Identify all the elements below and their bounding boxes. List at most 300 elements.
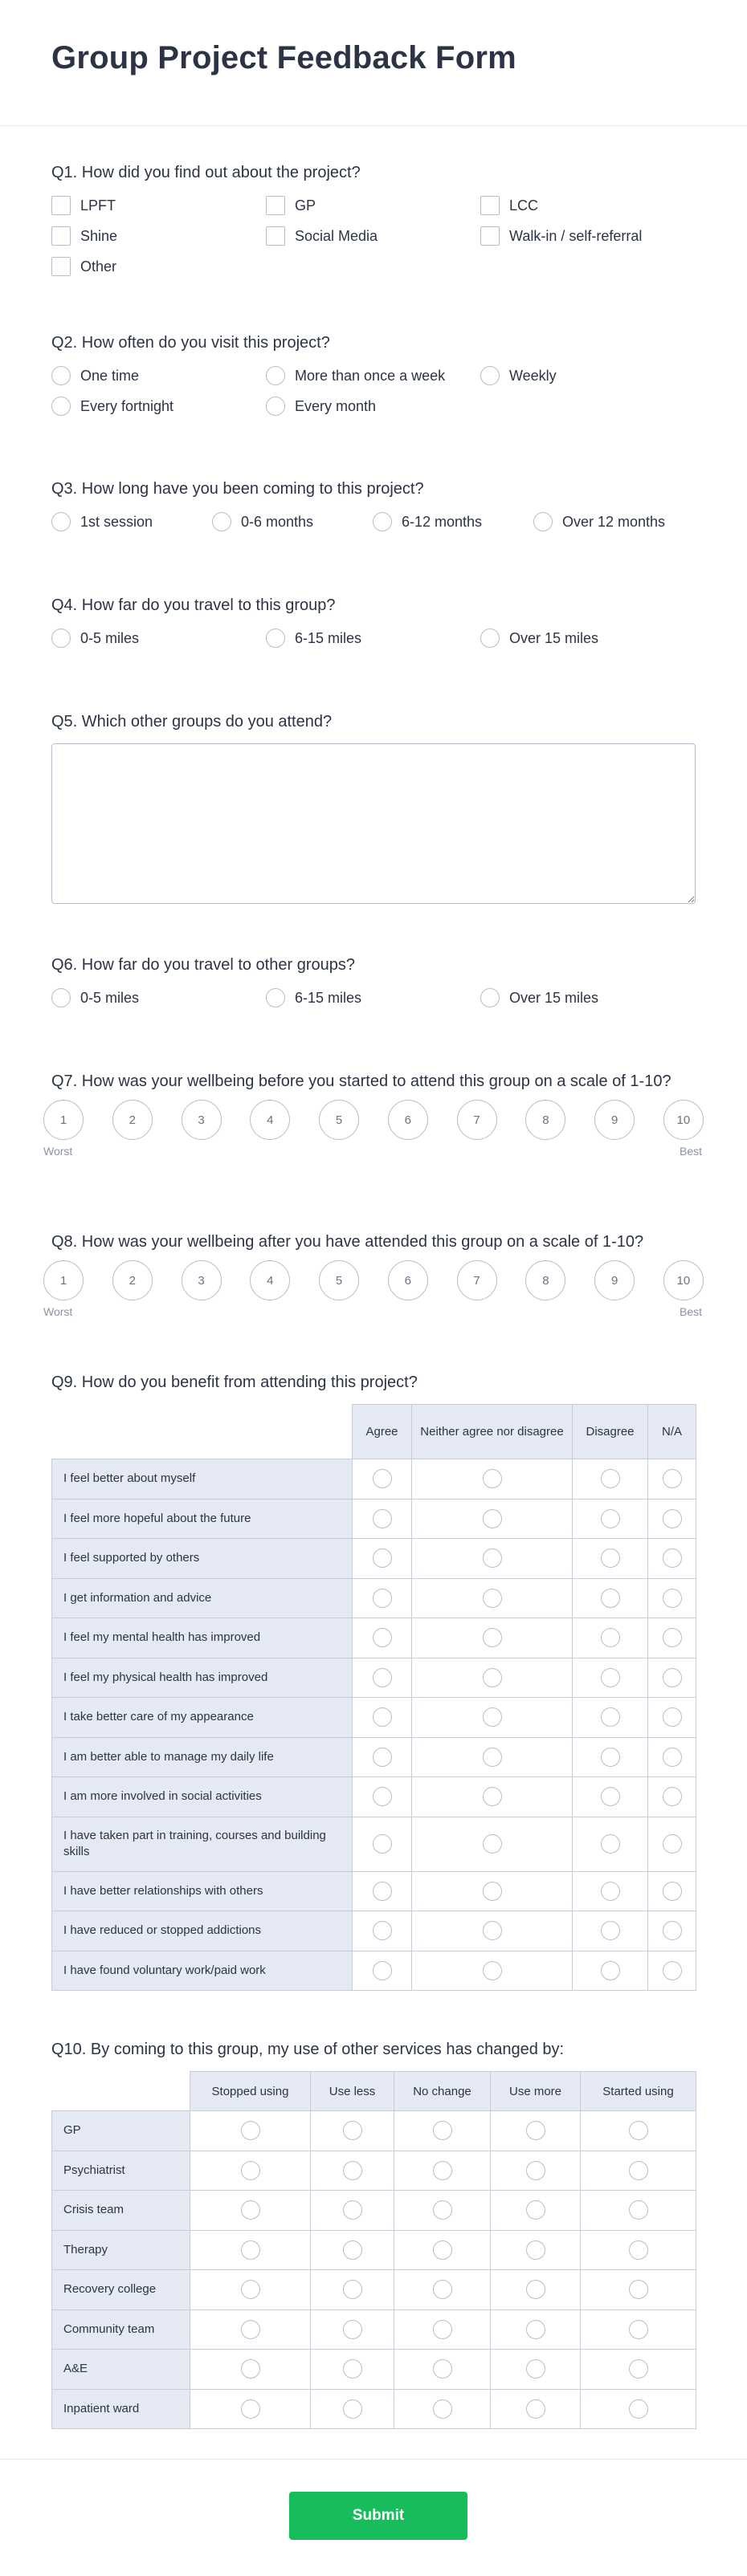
- checkbox[interactable]: [266, 226, 285, 246]
- matrix-cell[interactable]: [491, 2151, 581, 2191]
- rating-button[interactable]: 8: [525, 1260, 565, 1300]
- matrix-radio[interactable]: [343, 2161, 362, 2180]
- matrix-cell[interactable]: [394, 2270, 491, 2310]
- rating-button[interactable]: 1: [43, 1260, 84, 1300]
- rating-button[interactable]: 5: [319, 1100, 359, 1140]
- matrix-radio[interactable]: [483, 1668, 502, 1687]
- matrix-cell[interactable]: [648, 1499, 696, 1539]
- matrix-radio[interactable]: [241, 2200, 260, 2220]
- matrix-cell[interactable]: [190, 2350, 311, 2390]
- radio-button[interactable]: [212, 512, 231, 531]
- matrix-cell[interactable]: [311, 2270, 394, 2310]
- matrix-cell[interactable]: [412, 1817, 573, 1871]
- matrix-radio[interactable]: [663, 1589, 682, 1608]
- matrix-radio[interactable]: [433, 2320, 452, 2339]
- matrix-cell[interactable]: [412, 1871, 573, 1911]
- matrix-cell[interactable]: [581, 2230, 696, 2270]
- matrix-row-label: I feel my mental health has improved: [52, 1618, 353, 1658]
- matrix-row: [52, 1698, 696, 1738]
- matrix-radio[interactable]: [526, 2280, 545, 2299]
- matrix-radio[interactable]: [483, 1834, 502, 1854]
- matrix-cell[interactable]: [412, 1698, 573, 1738]
- matrix-cell[interactable]: [573, 1578, 648, 1618]
- matrix-cell[interactable]: [648, 1911, 696, 1951]
- matrix-radio[interactable]: [663, 1921, 682, 1940]
- matrix-radio[interactable]: [526, 2240, 545, 2260]
- matrix-radio[interactable]: [433, 2240, 452, 2260]
- matrix-radio[interactable]: [663, 1469, 682, 1488]
- matrix-row: [52, 1618, 696, 1658]
- matrix-cell[interactable]: [190, 2389, 311, 2429]
- matrix-column-header: No change: [394, 2072, 491, 2111]
- matrix-cell[interactable]: [573, 1698, 648, 1738]
- radio-button[interactable]: [51, 988, 71, 1007]
- rating-button[interactable]: 3: [182, 1260, 222, 1300]
- rating-button[interactable]: 9: [594, 1100, 635, 1140]
- matrix-radio[interactable]: [373, 1509, 392, 1528]
- matrix-radio[interactable]: [629, 2320, 648, 2339]
- checkbox[interactable]: [51, 257, 71, 276]
- matrix-radio[interactable]: [373, 1469, 392, 1488]
- question-label: Q10. By coming to this group, my use of other services has changed by:: [51, 2041, 565, 2058]
- matrix-cell[interactable]: [353, 1951, 412, 1991]
- radio-button[interactable]: [480, 629, 500, 648]
- matrix-cell[interactable]: [412, 1578, 573, 1618]
- rating-button[interactable]: 1: [43, 1100, 84, 1140]
- matrix-row-label: GP: [52, 2111, 190, 2151]
- matrix-radio[interactable]: [601, 1961, 620, 1980]
- radio-button[interactable]: [51, 629, 71, 648]
- rating-button[interactable]: 7: [457, 1100, 497, 1140]
- matrix-cell[interactable]: [394, 2389, 491, 2429]
- matrix-corner: [52, 1405, 353, 1459]
- matrix-cell[interactable]: [573, 1817, 648, 1871]
- matrix-row-label: I have reduced or stopped addictions: [52, 1911, 353, 1951]
- matrix-cell[interactable]: [573, 1911, 648, 1951]
- matrix-cell[interactable]: [190, 2230, 311, 2270]
- matrix-cell[interactable]: [190, 2151, 311, 2191]
- rating-button[interactable]: 3: [182, 1100, 222, 1140]
- matrix-radio[interactable]: [241, 2161, 260, 2180]
- checkbox[interactable]: [51, 196, 71, 215]
- matrix-cell[interactable]: [190, 2191, 311, 2231]
- matrix-radio[interactable]: [241, 2121, 260, 2140]
- matrix-cell[interactable]: [353, 1459, 412, 1500]
- matrix-radio[interactable]: [433, 2280, 452, 2299]
- radio-option[interactable]: Over 15 miles: [480, 627, 696, 649]
- options-q6: [51, 987, 696, 1009]
- checkbox-option[interactable]: GP: [266, 194, 480, 217]
- matrix-cell[interactable]: [394, 2230, 491, 2270]
- matrix-cell[interactable]: [394, 2111, 491, 2151]
- question-q9: [51, 1372, 696, 1991]
- matrix-cell[interactable]: [491, 2389, 581, 2429]
- matrix-radio[interactable]: [483, 1707, 502, 1727]
- scale-ends: [43, 1305, 702, 1318]
- matrix-cell[interactable]: [648, 1951, 696, 1991]
- checkbox[interactable]: [480, 196, 500, 215]
- matrix-radio[interactable]: [483, 1628, 502, 1647]
- matrix-cell[interactable]: [648, 1737, 696, 1777]
- matrix-cell[interactable]: [353, 1658, 412, 1698]
- matrix-radio[interactable]: [601, 1589, 620, 1608]
- matrix-radio[interactable]: [601, 1882, 620, 1901]
- matrix-radio[interactable]: [629, 2161, 648, 2180]
- rating-button[interactable]: 4: [250, 1100, 290, 1140]
- rating-button[interactable]: 9: [594, 1260, 635, 1300]
- options-q2: [51, 364, 696, 417]
- matrix-row-label: I am better able to manage my daily life: [52, 1737, 353, 1777]
- matrix-cell[interactable]: [353, 1777, 412, 1817]
- matrix-radio[interactable]: [629, 2280, 648, 2299]
- radio-button[interactable]: [533, 512, 553, 531]
- matrix-cell[interactable]: [353, 1871, 412, 1911]
- matrix-radio[interactable]: [373, 1707, 392, 1727]
- matrix-radio[interactable]: [601, 1668, 620, 1687]
- matrix-row-label: Therapy: [52, 2230, 190, 2270]
- matrix-cell[interactable]: [412, 1618, 573, 1658]
- checkbox-option[interactable]: Shine: [51, 225, 266, 247]
- matrix-cell[interactable]: [353, 1817, 412, 1871]
- other-groups-textarea[interactable]: [51, 743, 696, 904]
- checkbox-option[interactable]: LPFT: [51, 194, 266, 217]
- radio-option[interactable]: 6-15 miles: [266, 987, 480, 1009]
- matrix-q9: [51, 1404, 696, 1991]
- matrix-cell[interactable]: [190, 2270, 311, 2310]
- radio-option[interactable]: More than once a week: [266, 364, 480, 387]
- matrix-radio[interactable]: [629, 2399, 648, 2419]
- rating-button[interactable]: 6: [388, 1260, 428, 1300]
- matrix-cell[interactable]: [394, 2151, 491, 2191]
- matrix-row: [52, 1951, 696, 1991]
- rating-button[interactable]: 6: [388, 1100, 428, 1140]
- matrix-radio[interactable]: [601, 1748, 620, 1767]
- radio-option[interactable]: 0-6 months: [212, 511, 373, 533]
- question-q4: [51, 595, 696, 649]
- matrix-column-header: Started using: [581, 2072, 696, 2111]
- radio-button[interactable]: [51, 512, 71, 531]
- matrix-radio[interactable]: [241, 2320, 260, 2339]
- matrix-cell[interactable]: [648, 1871, 696, 1911]
- matrix-cell[interactable]: [581, 2270, 696, 2310]
- matrix-cell[interactable]: [311, 2350, 394, 2390]
- matrix-cell[interactable]: [581, 2350, 696, 2390]
- matrix-radio[interactable]: [343, 2399, 362, 2419]
- rating-button[interactable]: 10: [663, 1260, 704, 1300]
- matrix-radio[interactable]: [433, 2200, 452, 2220]
- matrix-radio[interactable]: [601, 1469, 620, 1488]
- matrix-radio[interactable]: [663, 1748, 682, 1767]
- matrix-cell[interactable]: [648, 1618, 696, 1658]
- matrix-row: [52, 1578, 696, 1618]
- matrix-cell[interactable]: [581, 2389, 696, 2429]
- matrix-radio[interactable]: [663, 1509, 682, 1528]
- matrix-cell[interactable]: [412, 1737, 573, 1777]
- matrix-radio[interactable]: [343, 2320, 362, 2339]
- matrix-radio[interactable]: [663, 1628, 682, 1647]
- matrix-radio[interactable]: [483, 1882, 502, 1901]
- rating-button[interactable]: 2: [112, 1100, 153, 1140]
- radio-option[interactable]: One time: [51, 364, 266, 387]
- matrix-radio[interactable]: [601, 1834, 620, 1854]
- matrix-radio[interactable]: [526, 2320, 545, 2339]
- matrix-cell[interactable]: [412, 1911, 573, 1951]
- matrix-radio[interactable]: [663, 1834, 682, 1854]
- matrix-radio[interactable]: [629, 2200, 648, 2220]
- matrix-cell[interactable]: [412, 1951, 573, 1991]
- matrix-radio[interactable]: [601, 1921, 620, 1940]
- rating-button[interactable]: 8: [525, 1100, 565, 1140]
- radio-option[interactable]: 0-5 miles: [51, 627, 266, 649]
- matrix-radio[interactable]: [526, 2161, 545, 2180]
- matrix-cell[interactable]: [648, 1459, 696, 1500]
- matrix-cell[interactable]: [581, 2111, 696, 2151]
- checkbox[interactable]: [266, 196, 285, 215]
- matrix-radio[interactable]: [483, 1748, 502, 1767]
- matrix-cell[interactable]: [573, 1459, 648, 1500]
- checkbox[interactable]: [480, 226, 500, 246]
- matrix-cell[interactable]: [353, 1698, 412, 1738]
- matrix-row-label: I feel better about myself: [52, 1459, 353, 1500]
- matrix-row-label: I feel more hopeful about the future: [52, 1499, 353, 1539]
- matrix-cell[interactable]: [353, 1539, 412, 1579]
- matrix-radio[interactable]: [526, 2200, 545, 2220]
- matrix-cell[interactable]: [491, 2191, 581, 2231]
- matrix-column-header: Disagree: [573, 1405, 648, 1459]
- radio-button[interactable]: [480, 988, 500, 1007]
- matrix-radio[interactable]: [663, 1548, 682, 1568]
- matrix-cell[interactable]: [353, 1737, 412, 1777]
- matrix-radio[interactable]: [526, 2359, 545, 2379]
- matrix-cell[interactable]: [311, 2151, 394, 2191]
- matrix-radio[interactable]: [629, 2121, 648, 2140]
- matrix-radio[interactable]: [526, 2121, 545, 2140]
- form-footer: [0, 2459, 747, 2576]
- matrix-radio[interactable]: [433, 2161, 452, 2180]
- matrix-radio[interactable]: [373, 1787, 392, 1806]
- matrix-row-label: Inpatient ward: [52, 2389, 190, 2429]
- matrix-cell[interactable]: [581, 2151, 696, 2191]
- matrix-radio[interactable]: [483, 1469, 502, 1488]
- matrix-row-label: Crisis team: [52, 2191, 190, 2231]
- matrix-radio[interactable]: [601, 1628, 620, 1647]
- matrix-cell[interactable]: [311, 2230, 394, 2270]
- radio-button[interactable]: [51, 366, 71, 385]
- matrix-cell[interactable]: [412, 1539, 573, 1579]
- question-label: Q7. How was your wellbeing before you started to attend this group on a scale of 1-10?: [51, 1072, 671, 1090]
- matrix-radio[interactable]: [483, 1921, 502, 1940]
- matrix-radio[interactable]: [343, 2121, 362, 2140]
- matrix-corner: [52, 2072, 190, 2111]
- matrix-cell[interactable]: [311, 2191, 394, 2231]
- radio-option[interactable]: Every fortnight: [51, 395, 266, 417]
- matrix-radio[interactable]: [433, 2121, 452, 2140]
- matrix-cell[interactable]: [190, 2309, 311, 2350]
- matrix-q10: [51, 2071, 696, 2429]
- matrix-radio[interactable]: [483, 1787, 502, 1806]
- matrix-row-label: I have found voluntary work/paid work: [52, 1951, 353, 1991]
- radio-button[interactable]: [266, 629, 285, 648]
- matrix-radio[interactable]: [373, 1882, 392, 1901]
- matrix-cell[interactable]: [394, 2309, 491, 2350]
- radio-button[interactable]: [480, 366, 500, 385]
- radio-button[interactable]: [266, 988, 285, 1007]
- radio-button[interactable]: [266, 397, 285, 416]
- matrix-cell[interactable]: [491, 2111, 581, 2151]
- matrix-cell[interactable]: [648, 1578, 696, 1618]
- matrix-cell[interactable]: [573, 1777, 648, 1817]
- matrix-cell[interactable]: [573, 1951, 648, 1991]
- matrix-radio[interactable]: [433, 2399, 452, 2419]
- matrix-cell[interactable]: [353, 1618, 412, 1658]
- radio-option[interactable]: Weekly: [480, 364, 696, 387]
- matrix-row: [52, 2270, 696, 2310]
- matrix-radio[interactable]: [241, 2399, 260, 2419]
- matrix-cell[interactable]: [412, 1459, 573, 1500]
- checkbox-option[interactable]: Walk-in / self-referral: [480, 225, 696, 247]
- matrix-radio[interactable]: [373, 1748, 392, 1767]
- matrix-row: [52, 2309, 696, 2350]
- matrix-radio[interactable]: [373, 1628, 392, 1647]
- matrix-cell[interactable]: [491, 2230, 581, 2270]
- rating-button[interactable]: 10: [663, 1100, 704, 1140]
- matrix-cell[interactable]: [412, 1499, 573, 1539]
- matrix-cell[interactable]: [491, 2350, 581, 2390]
- matrix-radio[interactable]: [343, 2359, 362, 2379]
- matrix-row: [52, 2350, 696, 2390]
- matrix-radio[interactable]: [343, 2200, 362, 2220]
- matrix-cell[interactable]: [648, 1539, 696, 1579]
- matrix-cell[interactable]: [394, 2350, 491, 2390]
- question-label: Q5. Which other groups do you attend?: [51, 713, 333, 730]
- matrix-radio[interactable]: [663, 1787, 682, 1806]
- question-label: Q2. How often do you visit this project?: [51, 334, 330, 352]
- rating-button[interactable]: 2: [112, 1260, 153, 1300]
- radio-button[interactable]: [51, 397, 71, 416]
- matrix-radio[interactable]: [483, 1961, 502, 1980]
- matrix-row: [52, 1658, 696, 1698]
- checkbox-option[interactable]: Social Media: [266, 225, 480, 247]
- radio-option[interactable]: Over 12 months: [533, 511, 696, 533]
- matrix-radio[interactable]: [241, 2280, 260, 2299]
- radio-option[interactable]: Over 15 miles: [480, 987, 696, 1009]
- matrix-radio[interactable]: [483, 1509, 502, 1528]
- matrix-row: [52, 1459, 696, 1500]
- radio-option[interactable]: 1st session: [51, 511, 212, 533]
- submit-button[interactable]: Submit: [289, 2492, 467, 2540]
- radio-button[interactable]: [266, 366, 285, 385]
- matrix-radio[interactable]: [663, 1961, 682, 1980]
- options-q4: [51, 627, 696, 649]
- matrix-cell[interactable]: [581, 2309, 696, 2350]
- matrix-radio[interactable]: [373, 1961, 392, 1980]
- matrix-cell[interactable]: [394, 2191, 491, 2231]
- matrix-row-label: Community team: [52, 2309, 190, 2350]
- matrix-radio[interactable]: [373, 1548, 392, 1568]
- matrix-radio[interactable]: [663, 1707, 682, 1727]
- radio-option[interactable]: 6-15 miles: [266, 627, 480, 649]
- matrix-radio[interactable]: [241, 2359, 260, 2379]
- matrix-radio[interactable]: [663, 1668, 682, 1687]
- matrix-radio[interactable]: [241, 2240, 260, 2260]
- checkbox[interactable]: [51, 226, 71, 246]
- rating-button[interactable]: 4: [250, 1260, 290, 1300]
- matrix-radio[interactable]: [663, 1882, 682, 1901]
- matrix-radio[interactable]: [601, 1707, 620, 1727]
- matrix-cell[interactable]: [353, 1578, 412, 1618]
- matrix-cell[interactable]: [573, 1737, 648, 1777]
- matrix-cell[interactable]: [573, 1499, 648, 1539]
- question-label: Q4. How far do you travel to this group?: [51, 596, 336, 614]
- matrix-radio[interactable]: [373, 1921, 392, 1940]
- radio-option[interactable]: Every month: [266, 395, 480, 417]
- matrix-cell[interactable]: [648, 1777, 696, 1817]
- matrix-cell[interactable]: [573, 1618, 648, 1658]
- matrix-row: [52, 2151, 696, 2191]
- matrix-cell[interactable]: [648, 1698, 696, 1738]
- matrix-radio[interactable]: [629, 2359, 648, 2379]
- matrix-cell[interactable]: [581, 2191, 696, 2231]
- matrix-radio[interactable]: [526, 2399, 545, 2419]
- matrix-cell[interactable]: [190, 2111, 311, 2151]
- matrix-cell[interactable]: [311, 2111, 394, 2151]
- radio-button[interactable]: [373, 512, 392, 531]
- matrix-row: [52, 2230, 696, 2270]
- matrix-radio[interactable]: [373, 1668, 392, 1687]
- matrix-cell[interactable]: [648, 1658, 696, 1698]
- matrix-cell[interactable]: [311, 2389, 394, 2429]
- matrix-radio[interactable]: [343, 2240, 362, 2260]
- rating-button[interactable]: 5: [319, 1260, 359, 1300]
- form-title: Group Project Feedback Form: [51, 40, 516, 75]
- matrix-cell[interactable]: [311, 2309, 394, 2350]
- radio-option[interactable]: 6-12 months: [373, 511, 533, 533]
- matrix-cell[interactable]: [573, 1539, 648, 1579]
- matrix-cell[interactable]: [412, 1658, 573, 1698]
- matrix-cell[interactable]: [491, 2309, 581, 2350]
- matrix-radio[interactable]: [601, 1548, 620, 1568]
- scale-low-label: Worst: [43, 1145, 73, 1158]
- matrix-radio[interactable]: [629, 2240, 648, 2260]
- matrix-radio[interactable]: [373, 1589, 392, 1608]
- matrix-row: [52, 1871, 696, 1911]
- matrix-cell[interactable]: [573, 1871, 648, 1911]
- matrix-radio[interactable]: [601, 1509, 620, 1528]
- checkbox-option[interactable]: Other: [51, 255, 266, 278]
- scale-low-label: Worst: [43, 1305, 73, 1318]
- radio-option[interactable]: 0-5 miles: [51, 987, 266, 1009]
- matrix-radio[interactable]: [433, 2359, 452, 2379]
- checkbox-option[interactable]: LCC: [480, 194, 696, 217]
- matrix-radio[interactable]: [483, 1589, 502, 1608]
- matrix-cell[interactable]: [573, 1658, 648, 1698]
- matrix-cell[interactable]: [353, 1499, 412, 1539]
- question-label: Q9. How do you benefit from attending this project?: [51, 1373, 418, 1391]
- matrix-row: [52, 2389, 696, 2429]
- matrix-cell[interactable]: [491, 2270, 581, 2310]
- matrix-radio[interactable]: [343, 2280, 362, 2299]
- matrix-cell[interactable]: [353, 1911, 412, 1951]
- matrix-radio[interactable]: [373, 1834, 392, 1854]
- matrix-radio[interactable]: [601, 1787, 620, 1806]
- rating-scale-q8: [43, 1260, 704, 1300]
- scale-high-label: Best: [679, 1145, 702, 1158]
- rating-button[interactable]: 7: [457, 1260, 497, 1300]
- matrix-row: [52, 1499, 696, 1539]
- matrix-cell[interactable]: [648, 1817, 696, 1871]
- matrix-cell[interactable]: [412, 1777, 573, 1817]
- matrix-radio[interactable]: [483, 1548, 502, 1568]
